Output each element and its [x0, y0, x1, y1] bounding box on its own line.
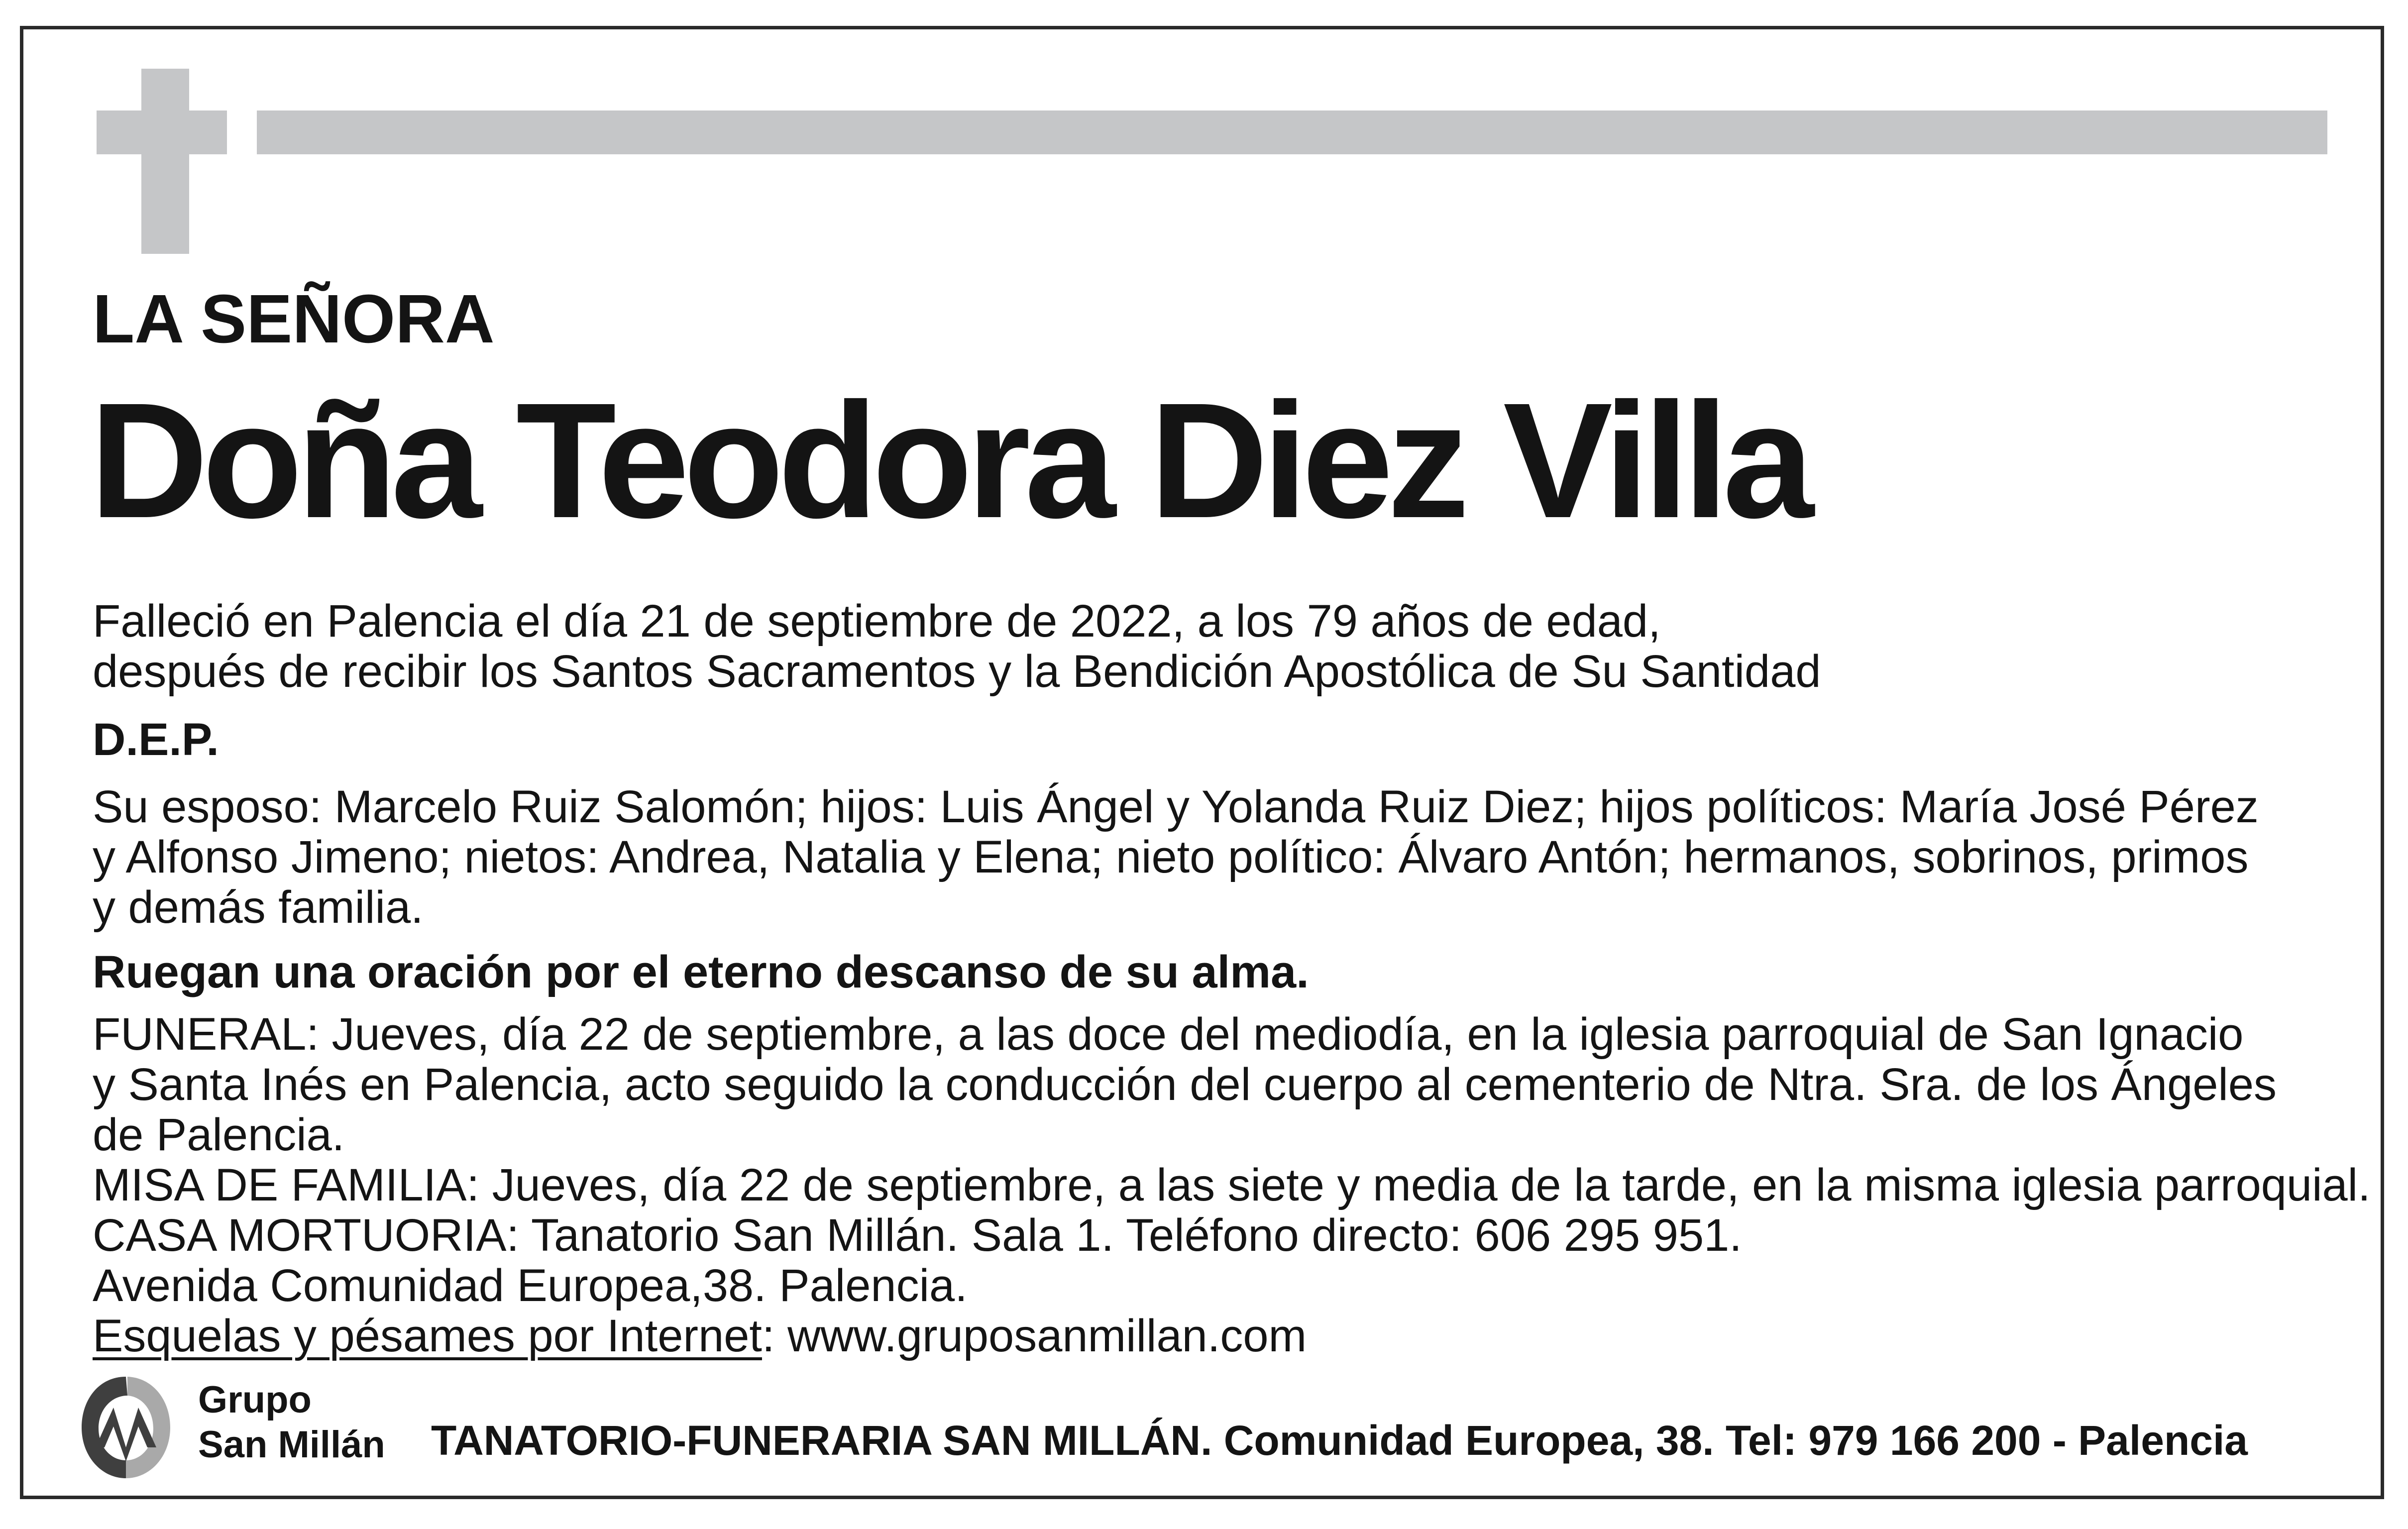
funeral-home-info: TANATORIO-FUNERARIA SAN MILLÁN. Comunidad Europea, 38. Tel: 979 166 200 - Palencia: [431, 1417, 2248, 1464]
address-line: Avenida Comunidad Europea,38. Palencia.: [93, 1260, 968, 1311]
grupo-san-millan-logo-icon: [79, 1373, 173, 1482]
wake-location-line: CASA MORTUORIA: Tanatorio San Millán. Sala 1. Teléfono directo: 606 295 951.: [93, 1210, 1742, 1261]
cross-icon-horizontal: [97, 110, 227, 154]
service-details: [93, 1009, 2371, 1361]
internet-line: [93, 1311, 2352, 1361]
internet-label: Esquelas y pésames por Internet: [93, 1311, 762, 1361]
logo-text: [198, 1378, 385, 1467]
dep-label: D.E.P.: [93, 714, 219, 765]
deceased-name: Doña Teodora Diez Villa: [90, 368, 1808, 552]
header-rule: [257, 110, 2327, 154]
intro-line-1: Falleció en Palencia el día 21 de septiembre de 2022, a los 79 años de edad,: [93, 596, 1661, 647]
logo-text-line-1: Grupo: [198, 1379, 312, 1421]
prayer-request: Ruegan una oración por el eterno descanso de su alma.: [93, 947, 1309, 997]
funeral-line-2: y Santa Inés en Palencia, acto seguido la conducción del cuerpo al cementerio de Ntra. Sra. de los Ángeles: [93, 1059, 2277, 1110]
honorific: LA SEÑORA: [93, 281, 495, 357]
family-mass-line: MISA DE FAMILIA: Jueves, día 22 de septiembre, a las siete y media de la tarde, en la misma iglesia parroquial.: [93, 1160, 2371, 1210]
cross-icon-vertical: [141, 69, 189, 254]
funeral-line-1: FUNERAL: Jueves, día 22 de septiembre, a las doce del mediodía, en la iglesia parroquial de San Ignacio: [93, 1009, 2244, 1060]
family-list: [93, 782, 2352, 933]
internet-url: : www.gruposanmillan.com: [762, 1311, 1307, 1361]
family-line-1: Su esposo: Marcelo Ruiz Salomón; hijos: Luis Ángel y Yolanda Ruiz Diez; hijos políticos: María José Pérez: [93, 781, 2259, 832]
intro-line-2: después de recibir los Santos Sacramentos y la Bendición Apostólica de Su Santidad: [93, 646, 1821, 697]
family-line-2: y Alfonso Jimeno; nietos: Andrea, Natalia y Elena; nieto político: Álvaro Antón; hermanos, sobrinos, primos: [93, 832, 2249, 882]
family-line-3: y demás familia.: [93, 882, 424, 933]
funeral-line-3: de Palencia.: [93, 1109, 345, 1160]
death-announcement: [93, 596, 2352, 697]
logo-text-line-2: San Millán: [198, 1423, 385, 1466]
